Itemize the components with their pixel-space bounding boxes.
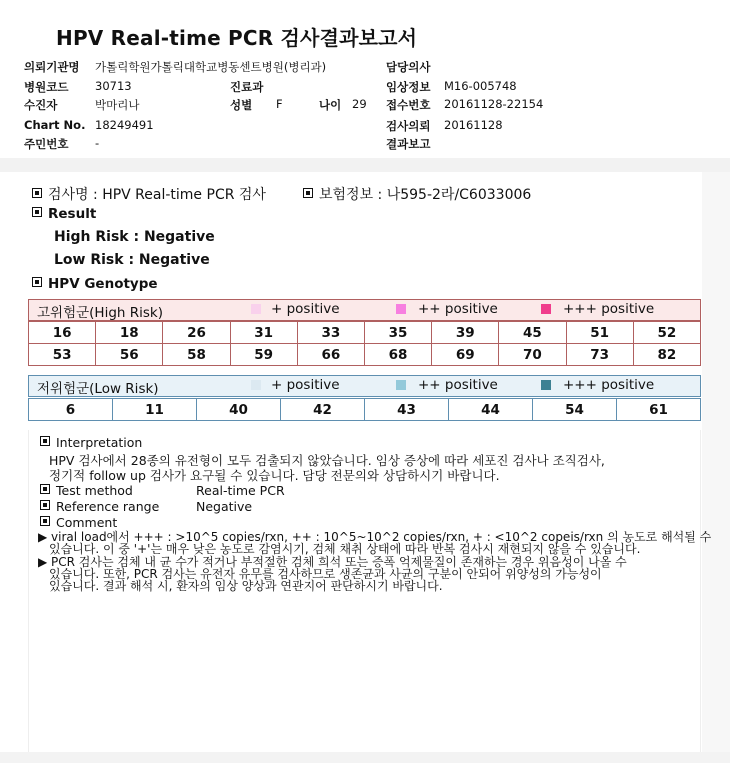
insurance-info: 보험정보 : 나595-2라/C6033006 (319, 187, 532, 203)
comment-2-line-3: 있습니다. 결과 해석 시, 환자의 임상 양상과 연관지어 판단하시기 바랍니다. (49, 579, 443, 593)
genotype-cell: 18 (96, 322, 163, 344)
test-name: 검사명 : HPV Real-time PCR 검사 (48, 187, 266, 203)
chart-label: Chart No. (24, 118, 86, 132)
legend-plus-label: + positive (271, 301, 340, 317)
result-heading-row (32, 206, 96, 222)
reference-range-row (40, 499, 159, 514)
chart-value: 18249491 (95, 118, 154, 132)
high-risk-title: 고위험군(High Risk) (37, 305, 163, 321)
id-label: 주민번호 (24, 137, 69, 151)
comment-2-line-2: 있습니다. 또한, PCR 검사는 유전자 유무를 검사하므로 생존균과 사균의 구분이 안되어 위양성의 가능성이 (49, 567, 602, 581)
bullet-square-icon (40, 516, 50, 526)
result-heading: Result (48, 206, 97, 222)
sex-label: 성별 (230, 98, 253, 112)
legend-swatch-plus (251, 304, 261, 314)
right-margin-band (702, 172, 730, 763)
hospital-code-label: 병원코드 (24, 80, 69, 94)
interpretation-heading: Interpretation (56, 435, 143, 450)
receipt-label: 접수번호 (386, 98, 431, 112)
genotype-heading-row (32, 276, 158, 292)
id-value: - (95, 136, 100, 150)
genotype-cell: 6 (29, 399, 113, 421)
genotype-cell: 73 (566, 344, 633, 366)
collector-label: 수진자 (24, 98, 58, 112)
genotype-cell: 58 (163, 344, 230, 366)
genotype-cell: 69 (432, 344, 499, 366)
age-label: 나이 (319, 98, 342, 112)
legend-swatch-plusplusplus (541, 304, 551, 314)
bullet-square-icon (32, 188, 42, 198)
genotype-cell: 43 (365, 399, 449, 421)
high-risk-header (28, 299, 701, 321)
institution-label: 의뢰기관명 (24, 60, 80, 74)
genotype-cell: 31 (230, 322, 297, 344)
genotype-cell: 45 (499, 322, 566, 344)
genotype-cell: 68 (364, 344, 431, 366)
comment-heading: Comment (56, 515, 118, 530)
genotype-cell: 33 (297, 322, 364, 344)
reference-range-value: Negative (196, 499, 253, 514)
legend-plusplusplus-label: +++ positive (563, 301, 655, 317)
bottom-band (0, 752, 730, 763)
genotype-cell: 61 (617, 399, 701, 421)
bullet-square-icon (40, 484, 50, 494)
genotype-cell: 39 (432, 322, 499, 344)
report-title: HPV Real-time PCR 검사결과보고서 (56, 26, 418, 50)
test-method-label: Test method (56, 483, 133, 498)
interpretation-heading-row (40, 435, 142, 450)
genotype-heading: HPV Genotype (48, 276, 158, 292)
receipt-value: 20161128-22154 (444, 97, 544, 111)
interpretation-line-2: 정기적 follow up 검사가 요구될 수 있습니다. 담당 전문의와 상담하시기 바랍니다. (49, 468, 500, 483)
genotype-cell: 56 (96, 344, 163, 366)
department-label: 진료과 (230, 80, 264, 94)
sex-value: F (276, 97, 283, 111)
bullet-square-icon (40, 500, 50, 510)
report-date-label: 결과보고 (386, 137, 431, 151)
genotype-cell: 53 (29, 344, 96, 366)
doctor-label: 담당의사 (386, 60, 431, 74)
institution-value: 가톨릭학원가톨릭대학교병동센트병원(병리과) (95, 60, 327, 74)
interpretation-line-1: HPV 검사에서 28종의 유전형이 모두 검출되지 않았습니다. 임상 증상에 따라 세포진 검사나 조직검사, (49, 453, 605, 468)
genotype-cell: 51 (566, 322, 633, 344)
comment-2-line-1: ▶ PCR 검사는 검체 내 균 수가 적거나 부적절한 검체 희석 또는 증폭 억제물질이 존재하는 경우 위음성이 나올 수 (38, 555, 627, 569)
bullet-square-icon (32, 207, 42, 217)
test-method-row (40, 483, 133, 498)
genotype-cell: 16 (29, 322, 96, 344)
genotype-cell: 59 (230, 344, 297, 366)
genotype-cell: 42 (281, 399, 365, 421)
comment-1-line-2: 있습니다. 이 중 '+'는 매우 낮은 농도로 감염시기, 검체 채취 상태에 따라 반복 검사시 재현되지 않을 수 있습니다. (49, 542, 641, 556)
high-risk-row-1 (29, 322, 701, 344)
low-risk-title: 저위험군(Low Risk) (37, 381, 159, 397)
reference-range-label: Reference range (56, 499, 160, 514)
low-risk-row (29, 399, 701, 421)
legend-plusplusplus-label: +++ positive (563, 377, 655, 393)
legend-swatch-plusplusplus (541, 380, 551, 390)
low-risk-table (28, 398, 701, 421)
genotype-cell: 82 (633, 344, 700, 366)
legend-swatch-plus (251, 380, 261, 390)
low-risk-result: Low Risk : Negative (54, 252, 210, 268)
genotype-cell: 66 (297, 344, 364, 366)
genotype-cell: 35 (364, 322, 431, 344)
genotype-cell: 44 (449, 399, 533, 421)
legend-plusplus-label: ++ positive (418, 301, 498, 317)
comment-heading-row (40, 515, 117, 530)
high-risk-row-2 (29, 344, 701, 366)
legend-swatch-plusplus (396, 380, 406, 390)
test-name-row (32, 184, 266, 204)
collector-value: 박마리나 (95, 98, 140, 112)
age-value: 29 (352, 97, 367, 111)
request-date-label: 검사의뢰 (386, 119, 431, 133)
insurance-row (303, 184, 531, 204)
legend-plus-label: + positive (271, 377, 340, 393)
hospital-code-value: 30713 (95, 79, 132, 93)
comment-1-line-1: ▶ viral load에서 +++ : >10^5 copies/rxn, ++ : 10^5~10^2 copies/rxn, + : <10^2 copeis/rxn 의 농도로 해석될 수 (38, 530, 712, 544)
clinical-info-label: 임상정보 (386, 80, 431, 94)
legend-plusplus-label: ++ positive (418, 377, 498, 393)
high-risk-result: High Risk : Negative (54, 229, 215, 245)
genotype-cell: 11 (113, 399, 197, 421)
bullet-square-icon (32, 277, 42, 287)
bullet-square-icon (40, 436, 50, 446)
legend-swatch-plusplus (396, 304, 406, 314)
test-method-value: Real-time PCR (196, 483, 285, 498)
genotype-cell: 52 (633, 322, 700, 344)
genotype-cell: 26 (163, 322, 230, 344)
genotype-cell: 54 (533, 399, 617, 421)
clinical-info-value: M16-005748 (444, 79, 517, 93)
high-risk-table (28, 321, 701, 366)
bullet-square-icon (303, 188, 313, 198)
request-date-value: 20161128 (444, 118, 503, 132)
separator-band (0, 158, 730, 172)
low-risk-header (28, 375, 701, 397)
genotype-cell: 40 (197, 399, 281, 421)
genotype-cell: 70 (499, 344, 566, 366)
